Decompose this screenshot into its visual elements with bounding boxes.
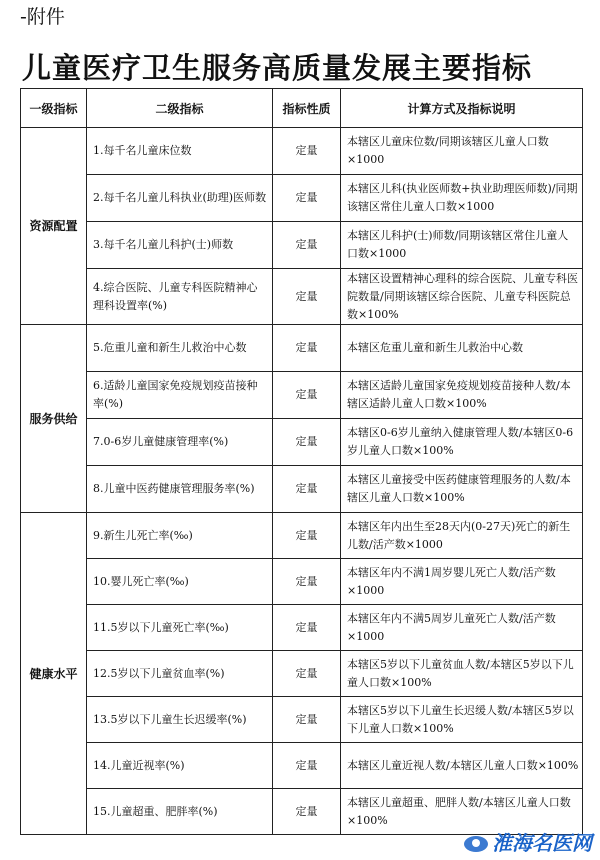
nature-cell: 定量 [273, 651, 341, 697]
indicator-cell: 10.婴儿死亡率(‰) [87, 559, 273, 605]
nature-cell: 定量 [273, 325, 341, 372]
table-row [21, 175, 583, 222]
indicator-cell: 8.儿童中医药健康管理服务率(%) [87, 466, 273, 513]
formula-cell: 本辖区0-6岁儿童纳入健康管理人数/本辖区0-6岁儿童人口数×100% [341, 419, 583, 466]
formula-cell: 本辖区危重儿童和新生儿救治中心数 [341, 325, 583, 372]
nature-cell: 定量 [273, 605, 341, 651]
table-row [21, 325, 583, 372]
indicator-table [20, 88, 583, 835]
group-name: 健康水平 [21, 513, 87, 835]
indicator-cell: 2.每千名儿童儿科执业(助理)医师数 [87, 175, 273, 222]
indicator-cell: 5.危重儿童和新生儿救治中心数 [87, 325, 273, 372]
nature-cell: 定量 [273, 789, 341, 835]
indicator-cell: 6.适龄儿童国家免疫规划疫苗接种率(%) [87, 372, 273, 419]
table-row [21, 222, 583, 269]
formula-cell: 本辖区儿科护(士)师数/同期该辖区常住儿童人口数×1000 [341, 222, 583, 269]
table-row [21, 651, 583, 697]
indicator-cell: 13.5岁以下儿童生长迟缓率(%) [87, 697, 273, 743]
header-nature: 指标性质 [273, 89, 341, 128]
nature-cell: 定量 [273, 175, 341, 222]
nature-cell: 定量 [273, 372, 341, 419]
table-row [21, 743, 583, 789]
attachment-label: -附件 [20, 6, 65, 28]
formula-cell: 本辖区5岁以下儿童生长迟缓人数/本辖区5岁以下儿童人口数×100% [341, 697, 583, 743]
formula-cell: 本辖区5岁以下儿童贫血人数/本辖区5岁以下儿童人口数×100% [341, 651, 583, 697]
formula-cell: 本辖区年内不满1周岁婴儿死亡人数/活产数×1000 [341, 559, 583, 605]
indicator-cell: 11.5岁以下儿童死亡率(‰) [87, 605, 273, 651]
indicator-cell: 15.儿童超重、肥胖率(%) [87, 789, 273, 835]
table-row [21, 128, 583, 175]
nature-cell: 定量 [273, 419, 341, 466]
indicator-cell: 1.每千名儿童床位数 [87, 128, 273, 175]
table-row [21, 372, 583, 419]
table-row [21, 697, 583, 743]
group-name: 服务供给 [21, 325, 87, 513]
formula-cell: 本辖区儿童接受中医药健康管理服务的人数/本辖区儿童人口数×100% [341, 466, 583, 513]
table-row [21, 269, 583, 325]
header-level2: 二级指标 [87, 89, 273, 128]
table-row [21, 466, 583, 513]
header-level1: 一级指标 [21, 89, 87, 128]
indicator-cell: 3.每千名儿童儿科护(士)师数 [87, 222, 273, 269]
indicator-cell: 4.综合医院、儿童专科医院精神心理科设置率(%) [87, 269, 273, 325]
table-row [21, 419, 583, 466]
nature-cell: 定量 [273, 697, 341, 743]
watermark [463, 827, 592, 856]
formula-cell: 本辖区年内不满5周岁儿童死亡人数/活产数×1000 [341, 605, 583, 651]
group-name: 资源配置 [21, 128, 87, 325]
formula-cell: 本辖区儿童床位数/同期该辖区儿童人口数×1000 [341, 128, 583, 175]
indicator-cell: 9.新生儿死亡率(‰) [87, 513, 273, 559]
formula-cell: 本辖区设置精神心理科的综合医院、儿童专科医院数量/同期该辖区综合医院、儿童专科医院总数×100% [341, 269, 583, 325]
nature-cell: 定量 [273, 128, 341, 175]
indicator-cell: 12.5岁以下儿童贫血率(%) [87, 651, 273, 697]
table-row [21, 605, 583, 651]
formula-cell: 本辖区儿童近视人数/本辖区儿童人口数×100% [341, 743, 583, 789]
formula-cell: 本辖区适龄儿童国家免疫规划疫苗接种人数/本辖区适龄儿童人口数×100% [341, 372, 583, 419]
document-title: 儿童医疗卫生服务高质量发展主要指标 [22, 51, 533, 85]
formula-cell: 本辖区儿科(执业医师数+执业助理医师数)/同期该辖区常住儿童人口数×1000 [341, 175, 583, 222]
nature-cell: 定量 [273, 222, 341, 269]
table-row [21, 559, 583, 605]
header-formula: 计算方式及指标说明 [341, 89, 583, 128]
indicator-cell: 7.0-6岁儿童健康管理率(%) [87, 419, 273, 466]
cloud-logo-icon [463, 831, 489, 853]
formula-cell: 本辖区儿童超重、肥胖人数/本辖区儿童人口数×100% [341, 789, 583, 835]
nature-cell: 定量 [273, 466, 341, 513]
formula-cell: 本辖区年内出生至28天内(0-27天)死亡的新生儿数/活产数×1000 [341, 513, 583, 559]
nature-cell: 定量 [273, 269, 341, 325]
indicator-cell: 14.儿童近视率(%) [87, 743, 273, 789]
nature-cell: 定量 [273, 743, 341, 789]
nature-cell: 定量 [273, 513, 341, 559]
watermark-text: 淮海名医网 [492, 831, 592, 855]
table-row [21, 513, 583, 559]
nature-cell: 定量 [273, 559, 341, 605]
